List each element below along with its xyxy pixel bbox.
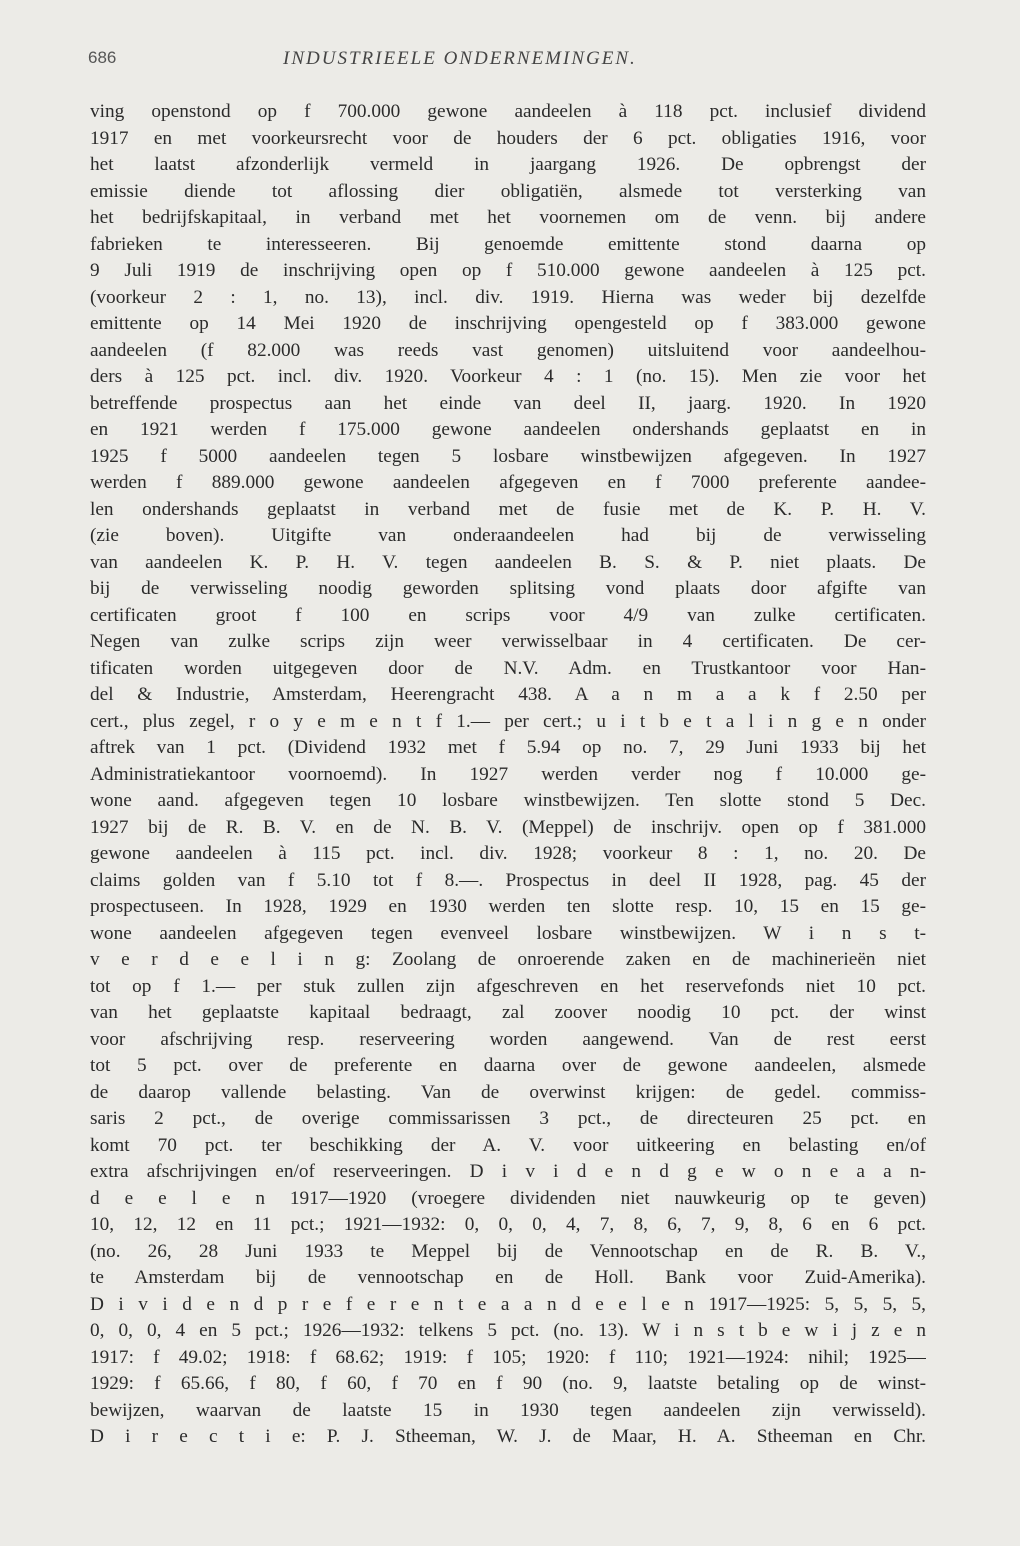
text-line: (zie boven). Uitgifte van onderaandeelen had bij de verwisseling	[90, 525, 926, 546]
text-line: extra afschrijvingen en/of reserveeringen. D i v i d e n d g e w o n e a a n-	[90, 1161, 926, 1182]
text-line: ders à 125 pct. incl. div. 1920. Voorkeur 4 : 1 (no. 15). Men zie voor het	[90, 366, 926, 387]
text-line: (voorkeur 2 : 1, no. 13), incl. div. 1919. Hierna was weder bij dezelfde	[90, 286, 926, 308]
text-line: Administratiekantoor voornoemd). In 1927 werden verder nog f 10.000 ge-	[90, 763, 926, 785]
text-line: 10, 12, 12 en 11 pct.; 1921—1932: 0, 0, 0, 4, 7, 8, 6, 7, 9, 8, 6 en 6 pct.	[90, 1214, 926, 1235]
text-line: 1925 f 5000 aandeelen tegen 5 losbare winstbewijzen afgegeven. In 1927	[90, 445, 926, 467]
text-line: tot op f 1.— per stuk zullen zijn afgeschreven en het reservefonds niet 10 pct.	[90, 975, 926, 997]
text-line: bij de verwisseling noodig geworden splitsing vond plaats door afgifte van	[90, 578, 926, 599]
text-line: del & Industrie, Amsterdam, Heerengracht 438. A a n m a a k f 2.50 per	[90, 684, 926, 705]
text-line: emittente op 14 Mei 1920 de inschrijving opengesteld op f 383.000 gewone	[90, 313, 926, 334]
text-line: 1917: f 49.02; 1918: f 68.62; 1919: f 105; 1920: f 110; 1921—1924: nihil; 1925—	[90, 1346, 926, 1368]
text-line: het laatst afzonderlijk vermeld in jaargang 1926. De opbrengst der	[90, 154, 926, 175]
text-line: claims golden van f 5.10 tot f 8.—. Prospectus in deel II 1928, pag. 45 der	[90, 869, 926, 891]
text-line: van aandeelen K. P. H. V. tegen aandeelen B. S. & P. niet plaats. De	[90, 551, 926, 573]
text-line: tot 5 pct. over de preferente en daarna over de gewone aandeelen, alsmede	[90, 1055, 926, 1076]
text-line: en 1921 werden f 175.000 gewone aandeelen ondershands geplaatst en in	[90, 419, 926, 440]
text-line: 1927 bij de R. B. V. en de N. B. V. (Meppel) de inschrijv. open op f 381.000	[90, 816, 926, 838]
text-line: van het geplaatste kapitaal bedraagt, zal zoover noodig 10 pct. der winst	[90, 1002, 926, 1023]
text-line: wone aand. afgegeven tegen 10 losbare winstbewijzen. Ten slotte stond 5 Dec.	[90, 790, 926, 811]
body-text	[90, 99, 926, 1451]
text-line: d e e l e n 1917—1920 (vroegere dividenden niet nauwkeurig op te geven)	[90, 1187, 926, 1209]
text-line: fabrieken te interesseeren. Bij genoemde emittente stond daarna op	[90, 233, 926, 255]
text-line: bewijzen, waarvan de laatste 15 in 1930 tegen aandeelen zijn verwisseld).	[90, 1399, 926, 1421]
text-line: 1917 en met voorkeursrecht voor de houders der 6 pct. obligaties 1916, voor	[90, 127, 926, 149]
text-line: D i v i d e n d p r e f e r e n t e a a n d e e l e n 1917—1925: 5, 5, 5, 5,	[90, 1293, 926, 1315]
text-line: tificaten worden uitgegeven door de N.V. Adm. en Trustkantoor voor Han-	[90, 657, 926, 679]
page-number: 686	[88, 48, 117, 67]
text-line: v e r d e e l i n g: Zoolang de onroerende zaken en de machinerieën niet	[90, 949, 926, 970]
text-line: Negen van zulke scrips zijn weer verwisselbaar in 4 certificaten. De cer-	[90, 631, 926, 652]
text-line: D i r e c t i e: P. J. Stheeman, W. J. de Maar, H. A. Stheeman en Chr.	[90, 1426, 926, 1447]
text-line: de daarop vallende belasting. Van de overwinst krijgen: de gedel. commiss-	[90, 1081, 926, 1103]
text-line: aandeelen (f 82.000 was reeds vast genomen) uitsluitend voor aandeelhou-	[90, 339, 926, 361]
text-line: emissie diende tot aflossing dier obligatiën, alsmede tot versterking van	[90, 180, 926, 202]
text-line: aftrek van 1 pct. (Dividend 1932 met f 5.94 op no. 7, 29 Juni 1933 bij het	[90, 737, 926, 758]
text-line: komt 70 pct. ter beschikking der A. V. voor uitkeering en belasting en/of	[90, 1134, 926, 1156]
text-line: prospectuseen. In 1928, 1929 en 1930 werden ten slotte resp. 10, 15 en 15 ge-	[90, 896, 926, 917]
text-line: te Amsterdam bij de vennootschap en de Holl. Bank voor Zuid-Amerika).	[90, 1267, 926, 1288]
text-line: voor afschrijving resp. reserveering worden aangewend. Van de rest eerst	[90, 1028, 926, 1050]
text-line: wone aandeelen afgegeven tegen evenveel losbare winstbewijzen. W i n s t-	[90, 922, 926, 944]
text-line: werden f 889.000 gewone aandeelen afgegeven en f 7000 preferente aandee-	[90, 472, 926, 493]
text-line: het bedrijfskapitaal, in verband met het voornemen om de venn. bij andere	[90, 207, 926, 228]
text-line: (no. 26, 28 Juni 1933 te Meppel bij de Vennootschap en de R. B. V.,	[90, 1240, 926, 1262]
text-line: saris 2 pct., de overige commissarissen 3 pct., de directeuren 25 pct. en	[90, 1108, 926, 1129]
text-line: 9 Juli 1919 de inschrijving open op f 510.000 gewone aandeelen à 125 pct.	[90, 260, 926, 281]
text-line: certificaten groot f 100 en scrips voor 4/9 van zulke certificaten.	[90, 604, 926, 626]
text-line: gewone aandeelen à 115 pct. incl. div. 1928; voorkeur 8 : 1, no. 20. De	[90, 843, 926, 864]
text-line: ving openstond op f 700.000 gewone aandeelen à 118 pct. inclusief dividend	[90, 101, 926, 122]
text-line: cert., plus zegel, r o y e m e n t f 1.— per cert.; u i t b e t a l i n g e n onder	[90, 710, 926, 732]
running-title: INDUSTRIEELE ONDERNEMINGEN.	[283, 48, 637, 69]
text-line: len ondershands geplaatst in verband met de fusie met de K. P. H. V.	[90, 498, 926, 520]
text-line: betreffende prospectus aan het einde van deel II, jaarg. 1920. In 1920	[90, 392, 926, 414]
text-line: 0, 0, 0, 4 en 5 pct.; 1926—1932: telkens 5 pct. (no. 13). W i n s t b e w i j z e n	[90, 1320, 926, 1341]
page-header	[88, 48, 928, 78]
text-line: 1929: f 65.66, f 80, f 60, f 70 en f 90 (no. 9, laatste betaling op de winst-	[90, 1373, 926, 1394]
